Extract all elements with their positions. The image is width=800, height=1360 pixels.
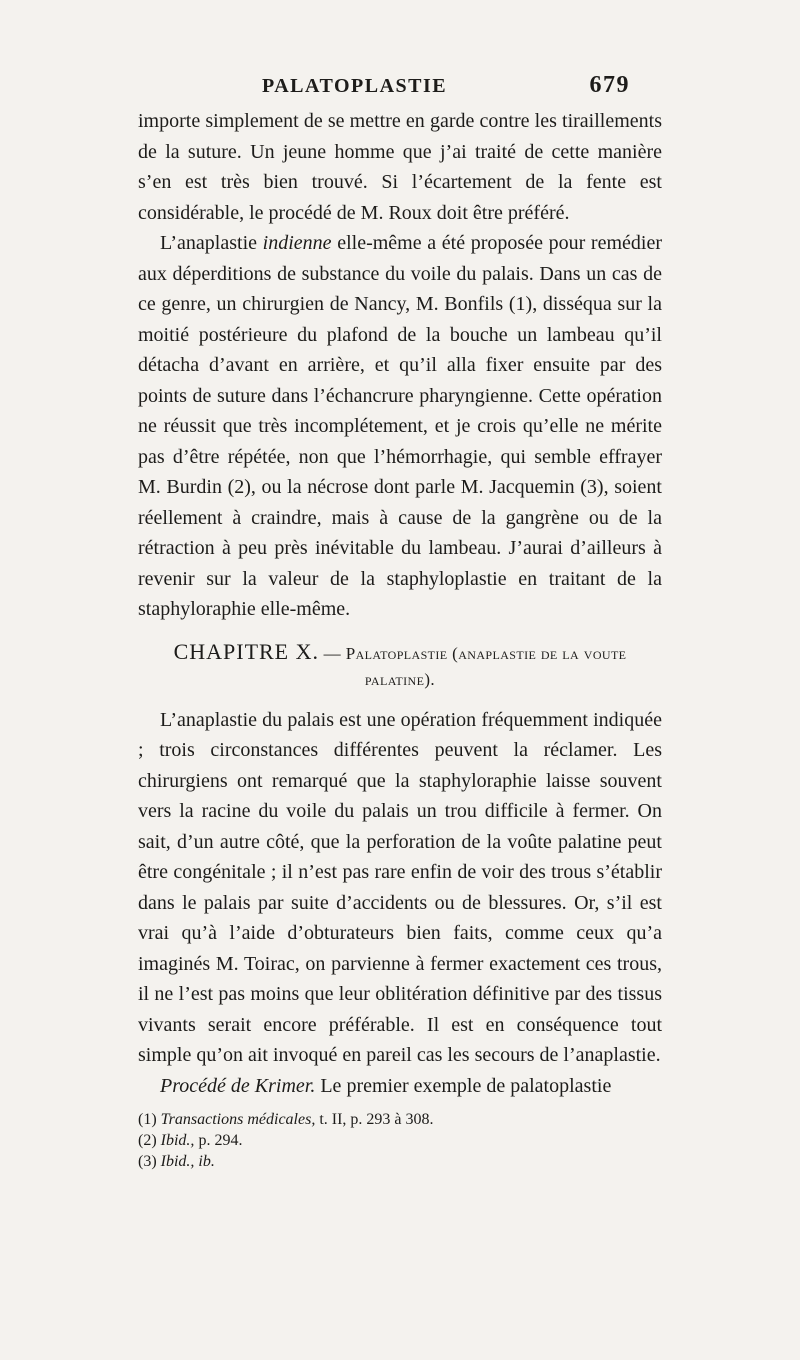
chapter-dash: — [323, 643, 342, 663]
chapter-number: CHAPITRE X. [173, 638, 320, 664]
paragraph-indian-anaplasty [138, 228, 662, 625]
footnote-detail: p. 294. [198, 1132, 243, 1149]
footnote-source: Transactions médicales, [160, 1111, 316, 1128]
paragraph-start: L’anaplastie [160, 232, 258, 254]
paragraph-palate-anaplasty: L’anaplastie du palais est une opération fréquemment indiquée ; trois circonstances différentes peuvent la réclamer. Les chirurgiens ont remarqué que la staphyloraphie laisse souvent vers la racine du voile du palais un trou difficile à fermer. On sait, d’un autre côté, que la perforation de la voûte palatine peut être congénitale ; il n’est pas rare enfin de voir des trous s’établir dans le palais par suite d’accidents ou de blessures. Or, s’il est vrai qu’à l’aide d’obturateurs bien faits, comme ceux qu’a imaginés M. Toirac, on parvienne à fermer exactement ces trous, il ne l’est pas moins que leur oblitération définitive par des tissus vivants serait encore préférable. Il est en conséquence tout simple qu’on ait invoqué en pareil cas les secours de l’anaplastie. [138, 708, 662, 1066]
paragraph-krimer [138, 1071, 662, 1102]
footnote-source: Ibid., [160, 1132, 195, 1149]
chapter-heading [138, 639, 662, 693]
paragraph-body: elle-même a été proposée pour remédier aux déperditions de substance du voile du palais. Dans un cas de ce genre, un chirurgien de Nancy, M. Bonfils (1), disséqua sur la moitié postérieure du plafond de la bouche un lambeau qu’il détacha d’avant en arrière, et qu’il alla fixer ensuite par des points de suture dans l’échancrure pharyngienne. Cette opération ne réussit que très incomplétement, et je crois qu’elle ne mérite pas d’être répétée, non que l’hémorrhagie, qui semble effrayer M. Burdin (2), ou la nécrose dont parle M. Jacquemin (3), soient réellement à craindre, mais à cause de la gangrène ou de la rétraction à peu près inévitable du lambeau. J’aurai d’ailleurs à revenir sur la valeur de la staphyloplastie en traitant de la staphyloraphie elle-même. [138, 232, 662, 620]
footnote-mark: (3) [138, 1153, 157, 1170]
running-title: PALATOPLASTIE [262, 75, 448, 97]
paragraph-continuation: importe simplement de se mettre en garde contre les tiraillements de la suture. Un jeune homme que j’ai traité de cette manière s’en est très bien trouvé. Si l’écartement de la fente est considérable, le procédé de M. Roux doit être préféré. [138, 110, 662, 224]
paragraph-body: Le premier exemple de palatoplastie [320, 1074, 612, 1097]
footnote [138, 1151, 662, 1172]
footnote-mark: (1) [138, 1111, 157, 1128]
section-title-krimer: Procédé de Krimer. [160, 1074, 316, 1097]
footnote-mark: (2) [138, 1132, 157, 1149]
page-number: 679 [589, 72, 630, 98]
footnote-detail: t. II, p. 293 à 308. [319, 1111, 434, 1128]
footnote [138, 1109, 662, 1130]
footnotes [138, 1109, 662, 1172]
running-header [262, 72, 630, 99]
emphasis-indienne: indienne [262, 232, 332, 254]
main-text [138, 106, 662, 1172]
footnote-source: Ibid., ib. [160, 1153, 215, 1170]
footnote [138, 1130, 662, 1151]
chapter-title: Palatoplastie (anaplastie de la voute palatine). [345, 643, 627, 689]
